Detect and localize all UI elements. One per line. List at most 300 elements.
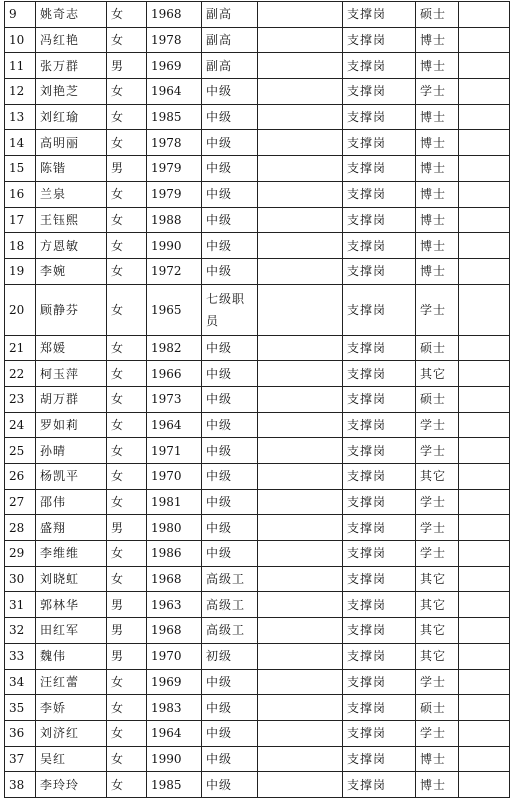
table-row — [5, 772, 510, 798]
row-number-cell: 11 — [5, 53, 36, 79]
blank-cell — [258, 258, 343, 284]
title-cell: 中级 — [202, 156, 258, 182]
birth-year-cell: 1964 — [147, 412, 202, 438]
gender-cell: 女 — [107, 79, 147, 105]
blank-cell — [258, 592, 343, 618]
title-cell: 中级 — [202, 130, 258, 156]
table-row — [5, 258, 510, 284]
post-cell: 支撑岗 — [343, 489, 416, 515]
blank-cell — [459, 53, 510, 79]
degree-cell: 博士 — [416, 156, 459, 182]
blank-cell — [258, 464, 343, 490]
row-number-cell: 12 — [5, 79, 36, 105]
blank-cell — [459, 207, 510, 233]
birth-year-cell: 1970 — [147, 643, 202, 669]
title-cell: 中级 — [202, 79, 258, 105]
gender-cell: 女 — [107, 489, 147, 515]
degree-cell: 博士 — [416, 130, 459, 156]
blank-cell — [459, 2, 510, 28]
name-cell: 汪红蕾 — [36, 669, 107, 695]
degree-cell: 硕士 — [416, 2, 459, 28]
row-number-cell: 37 — [5, 746, 36, 772]
birth-year-cell: 1986 — [147, 541, 202, 567]
row-number-cell: 30 — [5, 566, 36, 592]
name-cell: 李娇 — [36, 695, 107, 721]
degree-cell: 博士 — [416, 746, 459, 772]
title-cell: 初级 — [202, 643, 258, 669]
blank-cell — [459, 181, 510, 207]
title-cell: 中级 — [202, 541, 258, 567]
post-cell: 支撑岗 — [343, 284, 416, 335]
blank-cell — [258, 27, 343, 53]
table-row — [5, 669, 510, 695]
title-cell: 中级 — [202, 104, 258, 130]
name-cell: 邵伟 — [36, 489, 107, 515]
birth-year-cell: 1985 — [147, 772, 202, 798]
row-number-cell: 34 — [5, 669, 36, 695]
table-row — [5, 489, 510, 515]
name-cell: 方恩敏 — [36, 233, 107, 259]
blank-cell — [258, 438, 343, 464]
post-cell: 支撑岗 — [343, 386, 416, 412]
title-cell: 中级 — [202, 438, 258, 464]
gender-cell: 女 — [107, 233, 147, 259]
blank-cell — [459, 489, 510, 515]
gender-cell: 女 — [107, 746, 147, 772]
post-cell: 支撑岗 — [343, 2, 416, 28]
degree-cell: 博士 — [416, 27, 459, 53]
post-cell: 支撑岗 — [343, 79, 416, 105]
blank-cell — [258, 412, 343, 438]
blank-cell — [459, 335, 510, 361]
table-row — [5, 412, 510, 438]
birth-year-cell: 1969 — [147, 53, 202, 79]
degree-cell: 硕士 — [416, 386, 459, 412]
birth-year-cell: 1970 — [147, 464, 202, 490]
birth-year-cell: 1981 — [147, 489, 202, 515]
blank-cell — [258, 772, 343, 798]
post-cell: 支撑岗 — [343, 104, 416, 130]
table-row — [5, 515, 510, 541]
name-cell: 张万群 — [36, 53, 107, 79]
blank-cell — [258, 720, 343, 746]
name-cell: 胡万群 — [36, 386, 107, 412]
blank-cell — [459, 104, 510, 130]
title-cell: 中级 — [202, 181, 258, 207]
degree-cell: 其它 — [416, 464, 459, 490]
table-row — [5, 720, 510, 746]
table-row — [5, 438, 510, 464]
blank-cell — [459, 258, 510, 284]
row-number-cell: 21 — [5, 335, 36, 361]
blank-cell — [258, 669, 343, 695]
gender-cell: 女 — [107, 695, 147, 721]
post-cell: 支撑岗 — [343, 361, 416, 387]
table-row — [5, 592, 510, 618]
row-number-cell: 18 — [5, 233, 36, 259]
name-cell: 魏伟 — [36, 643, 107, 669]
name-cell: 孙晴 — [36, 438, 107, 464]
title-cell: 中级 — [202, 361, 258, 387]
title-cell: 中级 — [202, 233, 258, 259]
post-cell: 支撑岗 — [343, 720, 416, 746]
degree-cell: 学士 — [416, 438, 459, 464]
blank-cell — [258, 541, 343, 567]
name-cell: 冯红艳 — [36, 27, 107, 53]
title-cell: 中级 — [202, 720, 258, 746]
degree-cell: 学士 — [416, 541, 459, 567]
table-row — [5, 79, 510, 105]
birth-year-cell: 1963 — [147, 592, 202, 618]
name-cell: 李维维 — [36, 541, 107, 567]
row-number-cell: 35 — [5, 695, 36, 721]
title-cell: 中级 — [202, 669, 258, 695]
gender-cell: 女 — [107, 541, 147, 567]
degree-cell: 学士 — [416, 412, 459, 438]
blank-cell — [459, 386, 510, 412]
row-number-cell: 22 — [5, 361, 36, 387]
gender-cell: 男 — [107, 643, 147, 669]
table-row — [5, 233, 510, 259]
title-cell: 中级 — [202, 412, 258, 438]
blank-cell — [258, 386, 343, 412]
row-number-cell: 15 — [5, 156, 36, 182]
title-cell: 高级工 — [202, 592, 258, 618]
blank-cell — [459, 130, 510, 156]
blank-cell — [459, 746, 510, 772]
post-cell: 支撑岗 — [343, 233, 416, 259]
degree-cell: 博士 — [416, 207, 459, 233]
birth-year-cell: 1965 — [147, 284, 202, 335]
blank-cell — [258, 2, 343, 28]
blank-cell — [459, 361, 510, 387]
degree-cell: 其它 — [416, 643, 459, 669]
table-row — [5, 156, 510, 182]
post-cell: 支撑岗 — [343, 566, 416, 592]
row-number-cell: 19 — [5, 258, 36, 284]
gender-cell: 男 — [107, 515, 147, 541]
table-row — [5, 53, 510, 79]
birth-year-cell: 1988 — [147, 207, 202, 233]
degree-cell: 博士 — [416, 772, 459, 798]
blank-cell — [459, 541, 510, 567]
blank-cell — [459, 720, 510, 746]
table-row — [5, 181, 510, 207]
degree-cell: 其它 — [416, 566, 459, 592]
post-cell: 支撑岗 — [343, 335, 416, 361]
blank-cell — [459, 618, 510, 644]
degree-cell: 博士 — [416, 233, 459, 259]
blank-cell — [258, 489, 343, 515]
blank-cell — [459, 438, 510, 464]
table-row — [5, 643, 510, 669]
post-cell: 支撑岗 — [343, 541, 416, 567]
gender-cell: 男 — [107, 156, 147, 182]
row-number-cell: 24 — [5, 412, 36, 438]
name-cell: 郑媛 — [36, 335, 107, 361]
name-cell: 王钰熙 — [36, 207, 107, 233]
birth-year-cell: 1973 — [147, 386, 202, 412]
gender-cell: 女 — [107, 669, 147, 695]
staff-table — [4, 1, 510, 798]
degree-cell: 学士 — [416, 515, 459, 541]
gender-cell: 女 — [107, 2, 147, 28]
blank-cell — [459, 233, 510, 259]
title-cell: 高级工 — [202, 566, 258, 592]
name-cell: 罗如莉 — [36, 412, 107, 438]
title-cell: 高级工 — [202, 618, 258, 644]
row-number-cell: 16 — [5, 181, 36, 207]
degree-cell: 博士 — [416, 104, 459, 130]
blank-cell — [459, 464, 510, 490]
gender-cell: 女 — [107, 412, 147, 438]
post-cell: 支撑岗 — [343, 258, 416, 284]
table-row — [5, 541, 510, 567]
blank-cell — [459, 79, 510, 105]
blank-cell — [258, 695, 343, 721]
name-cell: 陈锴 — [36, 156, 107, 182]
blank-cell — [459, 156, 510, 182]
degree-cell: 硕士 — [416, 695, 459, 721]
post-cell: 支撑岗 — [343, 592, 416, 618]
birth-year-cell: 1982 — [147, 335, 202, 361]
name-cell: 高明丽 — [36, 130, 107, 156]
title-cell: 中级 — [202, 335, 258, 361]
table-row — [5, 746, 510, 772]
blank-cell — [258, 130, 343, 156]
title-cell: 中级 — [202, 515, 258, 541]
blank-cell — [459, 669, 510, 695]
birth-year-cell: 1968 — [147, 618, 202, 644]
gender-cell: 女 — [107, 720, 147, 746]
name-cell: 兰泉 — [36, 181, 107, 207]
blank-cell — [459, 592, 510, 618]
blank-cell — [258, 566, 343, 592]
post-cell: 支撑岗 — [343, 207, 416, 233]
blank-cell — [258, 53, 343, 79]
gender-cell: 女 — [107, 104, 147, 130]
row-number-cell: 10 — [5, 27, 36, 53]
degree-cell: 博士 — [416, 258, 459, 284]
gender-cell: 男 — [107, 592, 147, 618]
post-cell: 支撑岗 — [343, 515, 416, 541]
birth-year-cell: 1968 — [147, 2, 202, 28]
row-number-cell: 29 — [5, 541, 36, 567]
blank-cell — [258, 515, 343, 541]
row-number-cell: 26 — [5, 464, 36, 490]
post-cell: 支撑岗 — [343, 464, 416, 490]
title-cell: 中级 — [202, 464, 258, 490]
row-number-cell: 33 — [5, 643, 36, 669]
birth-year-cell: 1971 — [147, 438, 202, 464]
birth-year-cell: 1978 — [147, 130, 202, 156]
degree-cell: 学士 — [416, 284, 459, 335]
title-cell: 七级职员 — [202, 284, 258, 335]
name-cell: 姚奇志 — [36, 2, 107, 28]
degree-cell: 学士 — [416, 489, 459, 515]
gender-cell: 女 — [107, 386, 147, 412]
title-cell: 中级 — [202, 695, 258, 721]
table-row — [5, 618, 510, 644]
degree-cell: 其它 — [416, 592, 459, 618]
table-row — [5, 104, 510, 130]
post-cell: 支撑岗 — [343, 438, 416, 464]
table-row — [5, 464, 510, 490]
table-row — [5, 695, 510, 721]
gender-cell: 女 — [107, 284, 147, 335]
name-cell: 李玲玲 — [36, 772, 107, 798]
post-cell: 支撑岗 — [343, 772, 416, 798]
blank-cell — [459, 772, 510, 798]
blank-cell — [258, 643, 343, 669]
row-number-cell: 20 — [5, 284, 36, 335]
degree-cell: 博士 — [416, 181, 459, 207]
birth-year-cell: 1979 — [147, 156, 202, 182]
row-number-cell: 25 — [5, 438, 36, 464]
blank-cell — [459, 515, 510, 541]
post-cell: 支撑岗 — [343, 412, 416, 438]
birth-year-cell: 1979 — [147, 181, 202, 207]
blank-cell — [258, 207, 343, 233]
name-cell: 郭林华 — [36, 592, 107, 618]
table-row — [5, 386, 510, 412]
post-cell: 支撑岗 — [343, 181, 416, 207]
gender-cell: 女 — [107, 361, 147, 387]
table-row — [5, 284, 510, 335]
name-cell: 顾静芬 — [36, 284, 107, 335]
table-row — [5, 130, 510, 156]
table-row — [5, 335, 510, 361]
post-cell: 支撑岗 — [343, 130, 416, 156]
gender-cell: 女 — [107, 27, 147, 53]
row-number-cell: 17 — [5, 207, 36, 233]
name-cell: 刘红瑜 — [36, 104, 107, 130]
blank-cell — [258, 156, 343, 182]
staff-table-body — [5, 2, 510, 798]
row-number-cell: 23 — [5, 386, 36, 412]
title-cell: 副高 — [202, 2, 258, 28]
post-cell: 支撑岗 — [343, 156, 416, 182]
gender-cell: 女 — [107, 207, 147, 233]
post-cell: 支撑岗 — [343, 746, 416, 772]
gender-cell: 女 — [107, 772, 147, 798]
birth-year-cell: 1990 — [147, 746, 202, 772]
gender-cell: 女 — [107, 335, 147, 361]
birth-year-cell: 1972 — [147, 258, 202, 284]
name-cell: 吴红 — [36, 746, 107, 772]
blank-cell — [258, 335, 343, 361]
post-cell: 支撑岗 — [343, 53, 416, 79]
name-cell: 盛翔 — [36, 515, 107, 541]
gender-cell: 女 — [107, 438, 147, 464]
row-number-cell: 9 — [5, 2, 36, 28]
degree-cell: 博士 — [416, 53, 459, 79]
blank-cell — [258, 361, 343, 387]
post-cell: 支撑岗 — [343, 695, 416, 721]
blank-cell — [459, 643, 510, 669]
post-cell: 支撑岗 — [343, 27, 416, 53]
post-cell: 支撑岗 — [343, 618, 416, 644]
birth-year-cell: 1978 — [147, 27, 202, 53]
name-cell: 田红军 — [36, 618, 107, 644]
row-number-cell: 28 — [5, 515, 36, 541]
degree-cell: 其它 — [416, 361, 459, 387]
degree-cell: 学士 — [416, 669, 459, 695]
table-row — [5, 566, 510, 592]
row-number-cell: 36 — [5, 720, 36, 746]
row-number-cell: 38 — [5, 772, 36, 798]
blank-cell — [258, 181, 343, 207]
table-row — [5, 27, 510, 53]
blank-cell — [459, 412, 510, 438]
degree-cell: 其它 — [416, 618, 459, 644]
name-cell: 杨凯平 — [36, 464, 107, 490]
gender-cell: 女 — [107, 566, 147, 592]
title-cell: 中级 — [202, 489, 258, 515]
degree-cell: 学士 — [416, 79, 459, 105]
title-cell: 中级 — [202, 207, 258, 233]
blank-cell — [258, 746, 343, 772]
gender-cell: 女 — [107, 130, 147, 156]
title-cell: 副高 — [202, 27, 258, 53]
birth-year-cell: 1964 — [147, 720, 202, 746]
row-number-cell: 32 — [5, 618, 36, 644]
table-row — [5, 207, 510, 233]
name-cell: 刘济红 — [36, 720, 107, 746]
birth-year-cell: 1969 — [147, 669, 202, 695]
blank-cell — [459, 27, 510, 53]
name-cell: 刘晓虹 — [36, 566, 107, 592]
table-row — [5, 361, 510, 387]
row-number-cell: 14 — [5, 130, 36, 156]
gender-cell: 女 — [107, 258, 147, 284]
gender-cell: 男 — [107, 618, 147, 644]
blank-cell — [258, 233, 343, 259]
birth-year-cell: 1966 — [147, 361, 202, 387]
birth-year-cell: 1968 — [147, 566, 202, 592]
degree-cell: 学士 — [416, 720, 459, 746]
birth-year-cell: 1985 — [147, 104, 202, 130]
post-cell: 支撑岗 — [343, 669, 416, 695]
blank-cell — [258, 104, 343, 130]
name-cell: 柯玉萍 — [36, 361, 107, 387]
blank-cell — [459, 284, 510, 335]
birth-year-cell: 1990 — [147, 233, 202, 259]
title-cell: 中级 — [202, 746, 258, 772]
blank-cell — [258, 79, 343, 105]
row-number-cell: 13 — [5, 104, 36, 130]
blank-cell — [459, 566, 510, 592]
title-cell: 中级 — [202, 386, 258, 412]
gender-cell: 男 — [107, 53, 147, 79]
blank-cell — [459, 695, 510, 721]
name-cell: 刘艳芝 — [36, 79, 107, 105]
blank-cell — [258, 618, 343, 644]
birth-year-cell: 1983 — [147, 695, 202, 721]
birth-year-cell: 1964 — [147, 79, 202, 105]
title-cell: 中级 — [202, 258, 258, 284]
post-cell: 支撑岗 — [343, 643, 416, 669]
degree-cell: 硕士 — [416, 335, 459, 361]
row-number-cell: 27 — [5, 489, 36, 515]
title-cell: 中级 — [202, 772, 258, 798]
birth-year-cell: 1980 — [147, 515, 202, 541]
title-cell: 副高 — [202, 53, 258, 79]
name-cell: 李婉 — [36, 258, 107, 284]
gender-cell: 女 — [107, 464, 147, 490]
row-number-cell: 31 — [5, 592, 36, 618]
blank-cell — [258, 284, 343, 335]
